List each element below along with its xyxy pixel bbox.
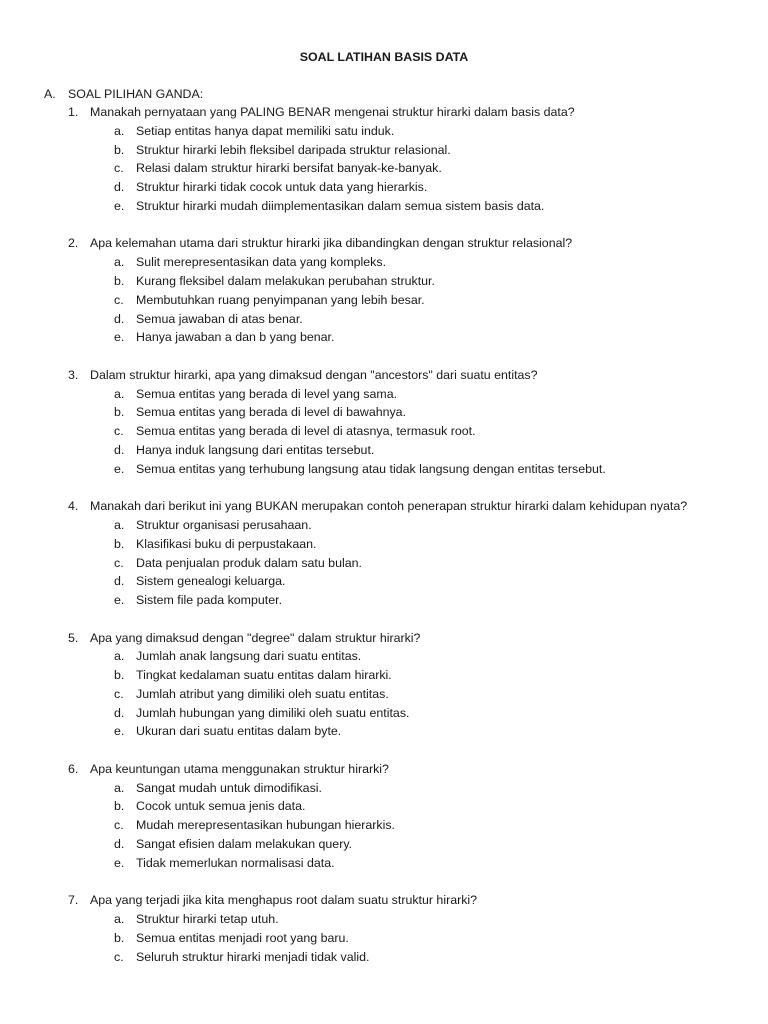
answer-option [0,704,768,723]
question-item [0,891,768,966]
option-letter: c. [114,424,124,439]
answer-option [0,722,768,741]
option-letter: c. [114,555,124,570]
option-text: Tidak memerlukan normalisasi data. [136,855,335,870]
answer-option [0,647,768,666]
option-letter: d. [114,705,125,720]
answer-option [0,310,768,329]
answer-option [0,572,768,591]
question-text: Dalam struktur hirarki, apa yang dimaksud dengan "ancestors" dari suatu entitas? [90,367,538,382]
option-letter: e. [114,855,125,870]
option-letter: a. [114,123,125,138]
answer-option [0,460,768,479]
section-label: SOAL PILIHAN GANDA: [68,87,204,101]
option-letter: a. [114,386,125,401]
option-text: Struktur hirarki lebih fleksibel daripada struktur relasional. [136,142,451,157]
option-text: Hanya induk langsung dari entitas tersebut. [136,442,375,457]
option-letter: d. [114,837,125,852]
answer-option [0,779,768,798]
option-letter: e. [114,461,125,476]
answer-option [0,178,768,197]
section-heading [44,85,203,103]
answer-option [0,291,768,310]
question-number: 3. [68,367,79,382]
option-text: Semua jawaban di atas benar. [136,311,303,326]
question-line [0,760,768,779]
option-letter: b. [114,536,125,551]
option-letter: a. [114,912,125,927]
question-number: 7. [68,893,79,908]
question-text: Apa yang terjadi jika kita menghapus root dalam suatu struktur hirarki? [90,893,478,908]
option-letter: b. [114,142,125,157]
answer-option [0,910,768,929]
answer-option [0,929,768,948]
option-text: Struktur hirarki tidak cocok untuk data yang hierarkis. [136,180,428,195]
option-letter: d. [114,311,125,326]
question-number: 4. [68,499,79,514]
option-letter: e. [114,724,125,739]
option-text: Klasifikasi buku di perpustakaan. [136,536,317,551]
document-title: SOAL LATIHAN BASIS DATA [299,50,469,64]
question-text: Apa kelemahan utama dari struktur hirarki jika dibandingkan dengan struktur relasional? [90,236,573,251]
question-text: Manakah dari berikut ini yang BUKAN merupakan contoh penerapan struktur hirarki dalam kehidupan nyata? [90,499,688,514]
question-line [0,234,768,253]
option-text: Jumlah anak langsung dari suatu entitas. [136,649,362,664]
option-text: Cocok untuk semua jenis data. [136,799,306,814]
option-letter: b. [114,273,125,288]
option-letter: b. [114,930,125,945]
answer-option [0,159,768,178]
option-letter: c. [114,686,124,701]
answer-option [0,535,768,554]
answer-option [0,422,768,441]
answer-option [0,835,768,854]
option-text: Relasi dalam struktur hirarki bersifat banyak-ke-banyak. [136,161,442,176]
question-item [0,760,768,873]
section-letter: A. [44,87,56,101]
question-text: Manakah pernyataan yang PALING BENAR mengenai struktur hirarki dalam basis data? [90,105,575,119]
option-text: Mudah merepresentasikan hubungan hierarkis. [136,818,395,833]
option-text: Hanya jawaban a dan b yang benar. [136,330,335,345]
option-letter: c. [114,292,124,307]
option-letter: a. [114,255,125,270]
option-text: Seluruh struktur hirarki menjadi tidak valid. [136,949,370,964]
answer-option [0,816,768,835]
question-line [0,103,768,122]
option-text: Membutuhkan ruang penyimpanan yang lebih besar. [136,292,425,307]
option-text: Semua entitas yang berada di level yang sama. [136,386,398,401]
option-text: Struktur hirarki mudah diimplementasikan dalam semua sistem basis data. [136,198,545,213]
question-line [0,366,768,385]
answer-option [0,666,768,685]
option-letter: d. [114,574,125,589]
question-item [0,366,768,479]
option-letter: b. [114,799,125,814]
answer-option [0,197,768,216]
option-text: Jumlah hubungan yang dimiliki oleh suatu entitas. [136,705,410,720]
answer-option [0,403,768,422]
option-letter: c. [114,949,124,964]
option-text: Semua entitas yang berada di level di atasnya, termasuk root. [136,424,476,439]
answer-option [0,948,768,967]
question-number: 1. [68,105,79,119]
question-line [0,497,768,516]
question-line [0,629,768,648]
option-letter: c. [114,161,124,176]
option-letter: b. [114,405,125,420]
question-item [0,103,768,216]
option-text: Struktur organisasi perusahaan. [136,517,312,532]
option-text: Semua entitas yang berada di level di bawahnya. [136,405,407,420]
answer-option [0,122,768,141]
answer-option [0,328,768,347]
option-text: Setiap entitas hanya dapat memiliki satu induk. [136,123,395,138]
answer-option [0,591,768,610]
option-letter: c. [114,818,124,833]
option-text: Sangat efisien dalam melakukan query. [136,837,353,852]
answer-option [0,797,768,816]
answer-option [0,685,768,704]
option-text: Kurang fleksibel dalam melakukan perubahan struktur. [136,273,435,288]
question-line [0,891,768,910]
answer-option [0,253,768,272]
option-letter: e. [114,593,125,608]
option-text: Sistem genealogi keluarga. [136,574,286,589]
option-letter: d. [114,442,125,457]
question-item [0,629,768,742]
question-number: 5. [68,630,79,645]
answer-option [0,272,768,291]
option-letter: e. [114,198,125,213]
option-text: Jumlah atribut yang dimiliki oleh suatu entitas. [136,686,389,701]
answer-option [0,854,768,873]
option-letter: a. [114,517,125,532]
question-list [0,103,768,985]
question-text: Apa yang dimaksud dengan "degree" dalam struktur hirarki? [90,630,421,645]
question-text: Apa keuntungan utama menggunakan struktur hirarki? [90,761,389,776]
answer-option [0,385,768,404]
answer-option [0,141,768,160]
option-text: Sistem file pada komputer. [136,593,283,608]
option-text: Ukuran dari suatu entitas dalam byte. [136,724,342,739]
answer-option [0,516,768,535]
option-letter: b. [114,668,125,683]
option-text: Sangat mudah untuk dimodifikasi. [136,780,322,795]
option-text: Semua entitas yang terhubung langsung atau tidak langsung dengan entitas tersebut. [136,461,606,476]
option-text: Struktur hirarki tetap utuh. [136,912,279,927]
option-letter: d. [114,180,125,195]
option-text: Data penjualan produk dalam satu bulan. [136,555,362,570]
question-number: 6. [68,761,79,776]
question-number: 2. [68,236,79,251]
option-text: Tingkat kedalaman suatu entitas dalam hirarki. [136,668,392,683]
question-item [0,497,768,610]
option-text: Semua entitas menjadi root yang baru. [136,930,349,945]
answer-option [0,554,768,573]
option-letter: a. [114,780,125,795]
option-letter: a. [114,649,125,664]
question-item [0,234,768,347]
answer-option [0,441,768,460]
option-letter: e. [114,330,125,345]
option-text: Sulit merepresentasikan data yang kompleks. [136,255,387,270]
